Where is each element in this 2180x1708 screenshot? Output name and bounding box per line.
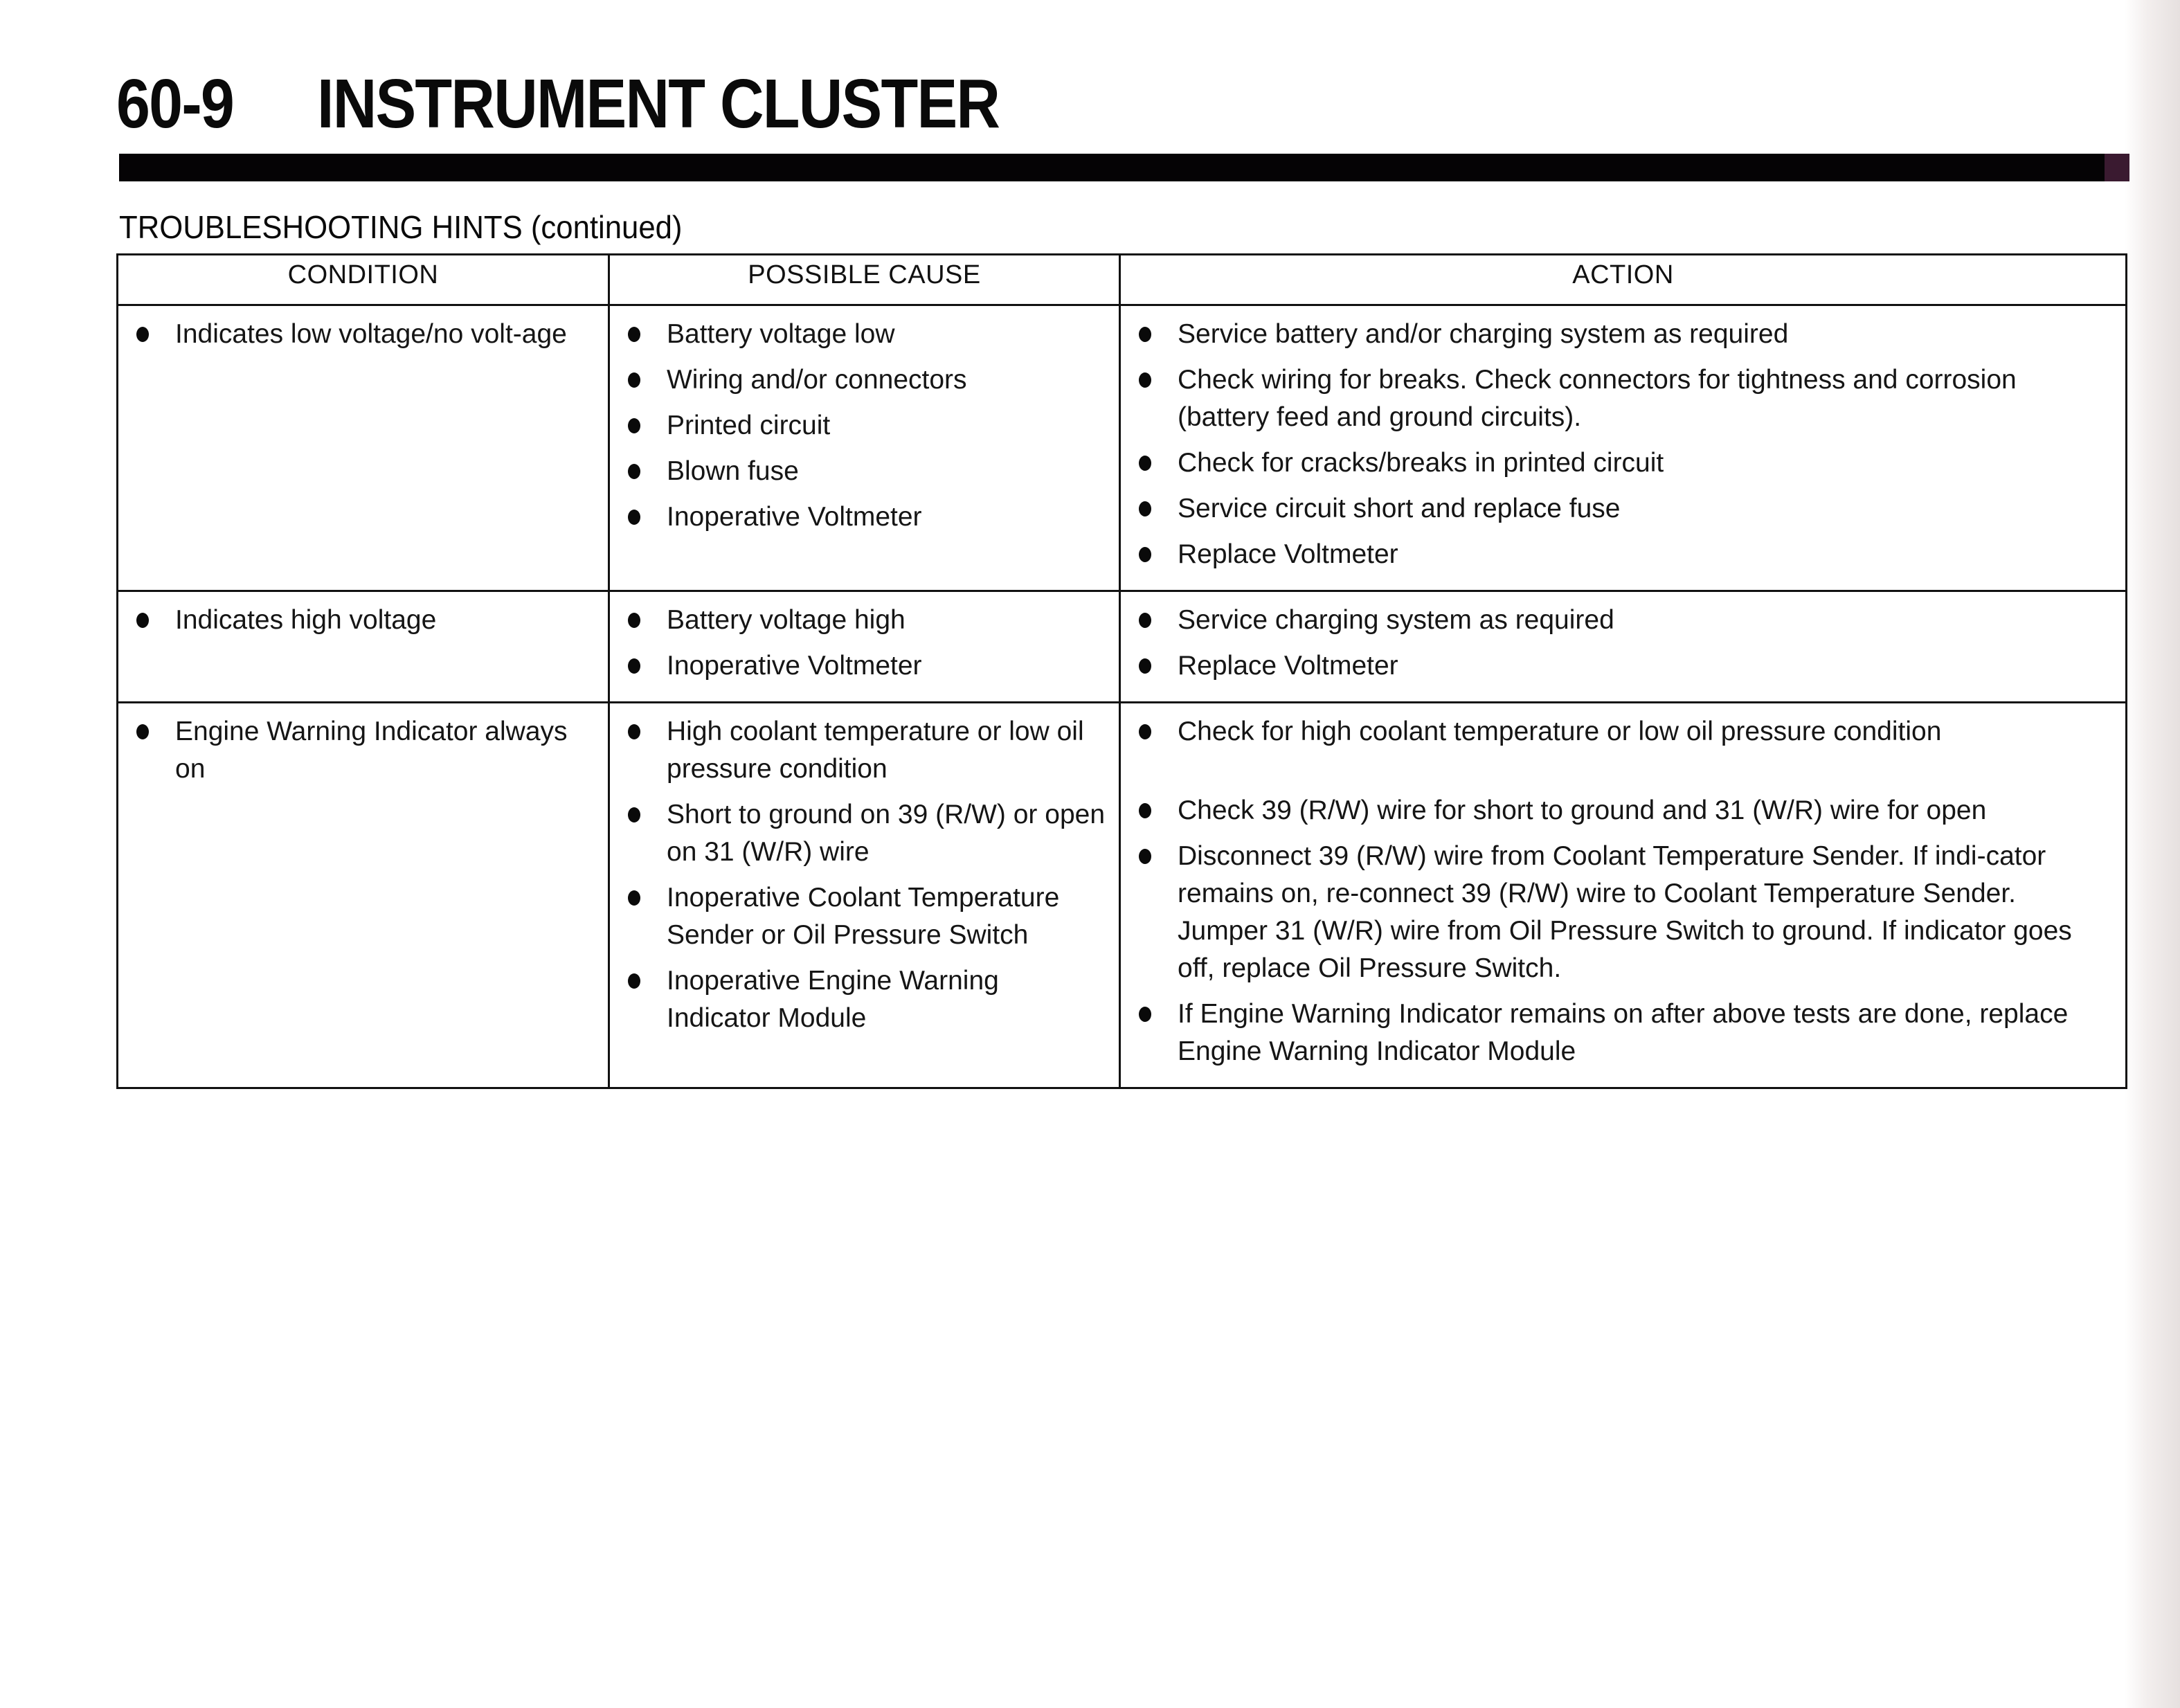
bullet-icon	[1139, 803, 1151, 818]
cause-item	[622, 796, 1105, 871]
action-text: Check for high coolant temperature or low oil pressure condition	[1178, 717, 1942, 746]
bullet-icon	[628, 973, 640, 989]
action-item	[1133, 713, 2111, 750]
condition-item	[131, 713, 594, 788]
cause-text: High coolant temperature or low oil pressure condition	[667, 717, 1084, 784]
bullet-icon	[1139, 1007, 1151, 1022]
action-cell	[1120, 305, 2127, 591]
page-edge-shadow	[2125, 0, 2180, 1708]
action-cell	[1120, 703, 2127, 1088]
bullet-icon	[1139, 456, 1151, 471]
bullet-icon	[136, 613, 149, 628]
section-number: 60-9	[116, 65, 234, 143]
cause-item	[622, 602, 1105, 639]
action-text: Service charging system as required	[1178, 605, 1614, 635]
bullet-icon	[1139, 547, 1151, 562]
cause-item	[622, 498, 1105, 536]
table-row	[118, 703, 2127, 1088]
bullet-icon	[628, 724, 640, 739]
condition-cell	[118, 591, 609, 703]
bullet-icon	[136, 724, 149, 739]
header-rule-bar	[119, 154, 2129, 181]
troubleshooting-table	[116, 253, 2127, 1089]
bullet-icon	[628, 327, 640, 342]
cause-item	[622, 407, 1105, 444]
bullet-icon	[628, 510, 640, 525]
bullet-icon	[1139, 658, 1151, 674]
action-item	[1133, 996, 2111, 1070]
bullet-icon	[628, 658, 640, 674]
action-item	[1133, 361, 2111, 436]
column-header-action: ACTION	[1120, 255, 2127, 305]
cause-text: Wiring and/or connectors	[667, 365, 967, 395]
action-item	[1133, 792, 2111, 829]
action-text: If Engine Warning Indicator remains on after above tests are done, replace Engine Warning Indicator Module	[1178, 999, 2069, 1066]
condition-cell	[118, 703, 609, 1088]
cause-text: Inoperative Engine Warning Indicator Module	[667, 966, 999, 1033]
cause-text: Inoperative Coolant Temperature Sender or Oil Pressure Switch	[667, 883, 1060, 950]
action-text: Check wiring for breaks. Check connectors for tightness and corrosion (battery feed and ground circuits).	[1178, 365, 2017, 432]
cause-item	[622, 713, 1105, 788]
bullet-icon	[136, 327, 149, 342]
bullet-icon	[1139, 501, 1151, 516]
bullet-icon	[628, 372, 640, 388]
cause-text: Printed circuit	[667, 411, 831, 440]
action-item	[1133, 444, 2111, 482]
bullet-icon	[1139, 724, 1151, 739]
condition-item	[131, 316, 594, 353]
action-text: Disconnect 39 (R/W) wire from Coolant Temperature Sender. If indi-cator remains on, re-connect 39 (R/W) wire to Coolant Temperature Sender. Jumper 31 (W/R) wire from Oil Pressure Switch to ground. If indicator goes off, replace Oil Pressure Switch.	[1178, 841, 2072, 983]
cause-item	[622, 361, 1105, 399]
action-text: Service circuit short and replace fuse	[1178, 494, 1621, 523]
bullet-icon	[628, 464, 640, 479]
cause-item	[622, 316, 1105, 353]
bullet-icon	[628, 890, 640, 906]
bullet-icon	[1139, 849, 1151, 864]
cause-item	[622, 647, 1105, 685]
table-header-row	[118, 255, 2127, 305]
bullet-icon	[628, 807, 640, 822]
cause-cell	[609, 591, 1120, 703]
condition-item	[131, 602, 594, 639]
cause-item	[622, 453, 1105, 490]
action-text: Service battery and/or charging system as required	[1178, 319, 1789, 349]
section-title: INSTRUMENT CLUSTER	[317, 65, 1000, 143]
action-item	[1133, 602, 2111, 639]
table-title: TROUBLESHOOTING HINTS (continued)	[119, 209, 683, 245]
action-item	[1133, 536, 2111, 573]
condition-text: Engine Warning Indicator always on	[175, 717, 568, 784]
action-item	[1133, 838, 2111, 987]
cause-text: Battery voltage low	[667, 319, 895, 349]
cause-text: Short to ground on 39 (R/W) or open on 31 (W/R) wire	[667, 800, 1106, 867]
action-text: Check 39 (R/W) wire for short to ground and 31 (W/R) wire for open	[1178, 795, 1987, 825]
action-cell	[1120, 591, 2127, 703]
bullet-icon	[628, 418, 640, 433]
action-item	[1133, 647, 2111, 685]
cause-text: Inoperative Voltmeter	[667, 502, 922, 532]
condition-text: Indicates high voltage	[175, 605, 437, 635]
bullet-icon	[1139, 613, 1151, 628]
cause-item	[622, 962, 1105, 1037]
bullet-icon	[1139, 327, 1151, 342]
action-item	[1133, 316, 2111, 353]
column-header-possible-cause: POSSIBLE CAUSE	[609, 255, 1120, 305]
condition-text: Indicates low voltage/no volt-age	[175, 319, 567, 349]
action-text: Replace Voltmeter	[1178, 539, 1398, 569]
bullet-icon	[1139, 372, 1151, 388]
cause-cell	[609, 703, 1120, 1088]
table-row	[118, 591, 2127, 703]
bullet-icon	[628, 613, 640, 628]
cause-text: Battery voltage high	[667, 605, 906, 635]
action-item	[1133, 490, 2111, 528]
cause-cell	[609, 305, 1120, 591]
cause-text: Inoperative Voltmeter	[667, 651, 922, 681]
action-text: Check for cracks/breaks in printed circuit	[1178, 448, 1664, 478]
cause-text: Blown fuse	[667, 456, 799, 486]
condition-cell	[118, 305, 609, 591]
action-text: Replace Voltmeter	[1178, 651, 1398, 681]
column-header-condition: CONDITION	[118, 255, 609, 305]
table-row	[118, 305, 2127, 591]
cause-item	[622, 879, 1105, 954]
